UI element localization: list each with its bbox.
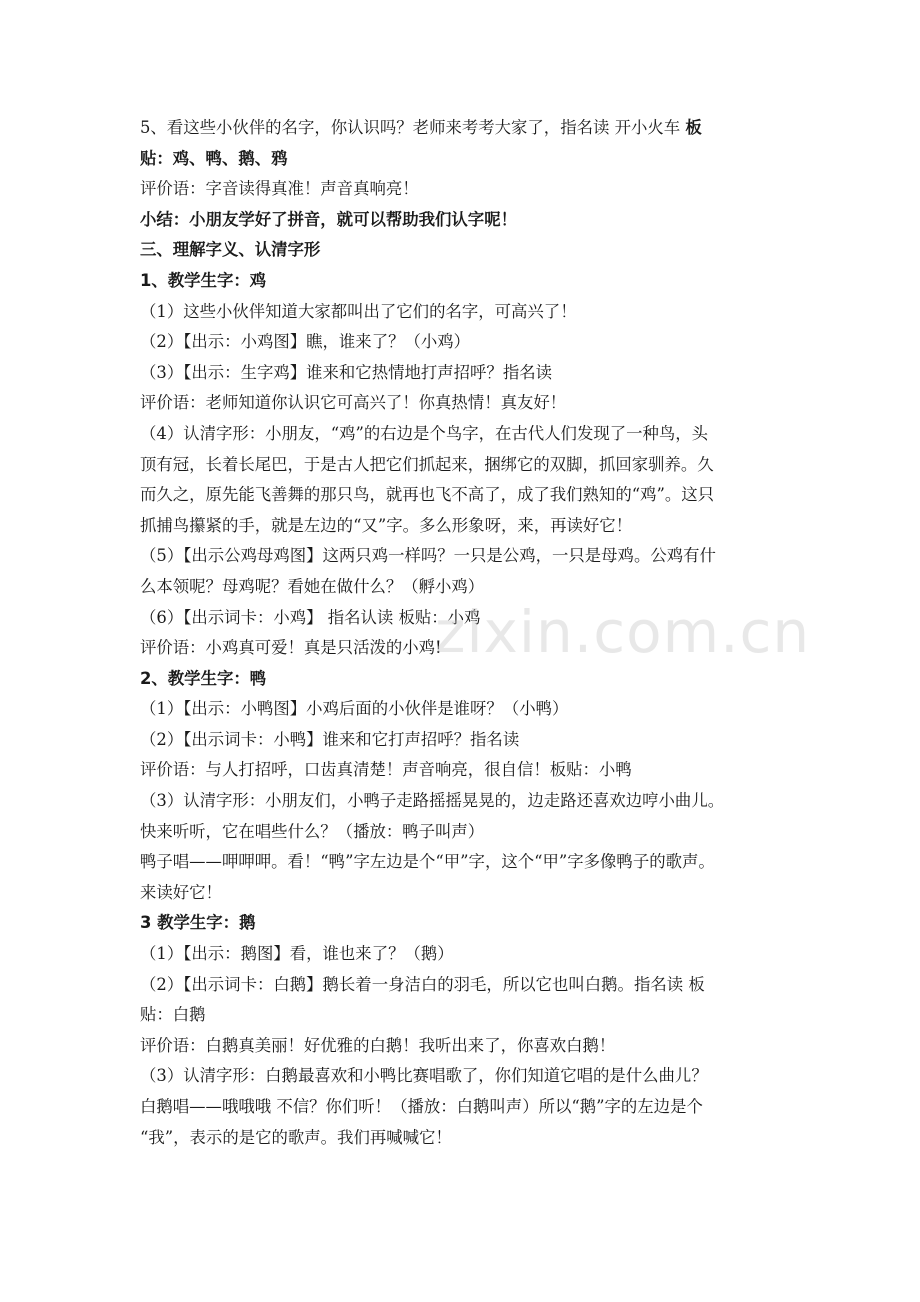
paragraph-line: 而久之，原先能飞善舞的那只鸟，就再也飞不高了，成了我们熟知的“鸡”。这只 — [140, 485, 715, 505]
section-heading: 三、理解字义、认清字形 — [140, 240, 321, 260]
paragraph-line: 评价语：老师知道你认识它可高兴了！你真热情！真友好！ — [140, 393, 567, 413]
subsection-heading: 3 教学生字：鹅 — [140, 913, 256, 933]
paragraph-line — [140, 113, 785, 144]
paragraph-line: （3）【出示：生字鸡】谁来和它热情地打声招呼？指名读 — [140, 362, 552, 382]
paragraph-line: 贴：白鹅 — [140, 1005, 206, 1025]
line-text: 5、看这些小伙伴的名字，你认识吗？老师来考考大家了，指名读 开小火车 — [140, 118, 686, 137]
subsection-heading: 1、教学生字：鸡 — [140, 270, 267, 290]
paragraph-line: 评价语：小鸡真可爱！真是只活泼的小鸡! — [140, 638, 442, 658]
paragraph-line: 顶有冠，长着长尾巴，于是古人把它们抓起来，捆绑它的双脚，抓回家驯养。久 — [140, 454, 714, 474]
paragraph-line: （1）【出示：小鸭图】小鸡后面的小伙伴是谁呀？（小鸭） — [140, 699, 569, 719]
line-text-bold: 板 — [685, 118, 702, 137]
paragraph-line: 么本领呢？母鸡呢？看她在做什么？（孵小鸡） — [140, 576, 485, 596]
paragraph-line: 白鹅唱——哦哦哦 不信？你们听！（播放：白鹅叫声）所以“鹅”字的左边是个 — [140, 1097, 703, 1116]
paragraph-line: （4）认清字形：小朋友，“鸡”的右边是个鸟字，在古代人们发现了一种鸟，头 — [140, 423, 709, 443]
paragraph-line: 贴：鸡、鸭、鹅、鸦 — [140, 148, 288, 168]
paragraph-line: 来读好它！ — [140, 882, 222, 902]
paragraph-line: 评价语：白鹅真美丽！好优雅的白鹅！我听出来了，你喜欢白鹅！ — [140, 1035, 616, 1055]
paragraph-line: 快来听听，它在唱些什么？（播放：鸭子叫声） — [140, 821, 485, 841]
paragraph-line: （1）【出示：鹅图】看，谁也来了？（鹅） — [140, 944, 454, 964]
paragraph-line: 抓捕鸟攥紧的手，就是左边的“又”字。多么形象呀，来，再读好它！ — [140, 515, 633, 535]
paragraph-line: （5）【出示公鸡母鸡图】这两只鸡一样吗？一只是公鸡，一只是母鸡。公鸡有什 — [140, 546, 716, 566]
watermark-text: zixin.com.cn — [435, 598, 811, 666]
paragraph-line: （6）【出示词卡：小鸡】 指名认读 板贴：小鸡 — [140, 607, 481, 627]
paragraph-line: 评价语：字音读得真准！声音真响亮！ — [140, 179, 419, 199]
paragraph-line: （2）【出示词卡：小鸭】谁来和它打声招呼？指名读 — [140, 729, 520, 749]
paragraph-line: （1）这些小伙伴知道大家都叫出了它们的名字，可高兴了！ — [140, 301, 577, 321]
paragraph-line: “我”，表示的是它的歌声。我们再喊喊它！ — [140, 1127, 452, 1147]
paragraph-line: （3）认清字形：白鹅最喜欢和小鸭比赛唱歌了，你们知道它唱的是什么曲儿？ — [140, 1066, 708, 1086]
paragraph-line: 小结：小朋友学好了拼音，就可以帮助我们认字呢！ — [140, 209, 517, 229]
subsection-heading: 2、教学生字：鸭 — [140, 668, 267, 688]
document-body — [140, 113, 785, 1153]
paragraph-line: （2）【出示：小鸡图】瞧，谁来了？（小鸡） — [140, 332, 471, 352]
paragraph-line: （2）【出示词卡：白鹅】鹅长着一身洁白的羽毛，所以它也叫白鹅。指名读 板 — [140, 974, 705, 994]
paragraph-line: 鸭子唱——呷呷呷。看！“鸭”字左边是个“甲”字，这个“甲”字多像鸭子的歌声。 — [140, 852, 715, 872]
paragraph-line: （3）认清字形：小朋友们，小鸭子走路摇摇晃晃的，边走路还喜欢边哼小曲儿。 — [140, 791, 725, 811]
paragraph-line: 评价语：与人打招呼，口齿真清楚！声音响亮，很自信！板贴：小鸭 — [140, 760, 632, 780]
